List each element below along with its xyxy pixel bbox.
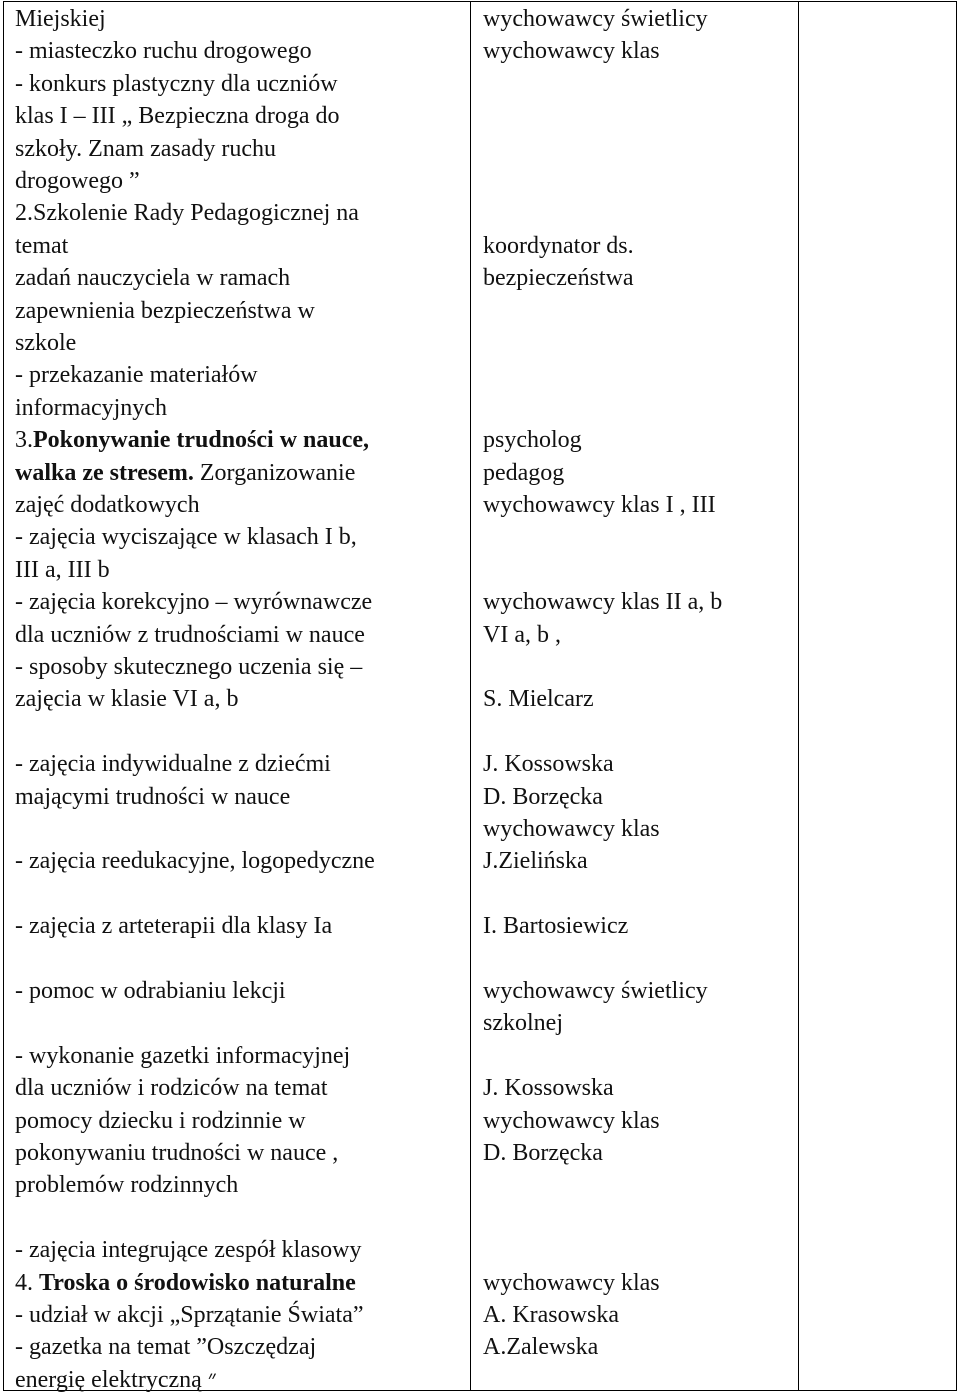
column-divider-2 [798,1,799,1391]
responsible-line: I. Bartosiewicz [483,913,629,940]
section-title: Troska o środowisko naturalne [39,1269,356,1296]
activity-line: - zajęcia integrujące zespół klasowy [15,1237,362,1264]
section-title: Pokonywanie trudności w nauce, [33,427,370,454]
activity-line: pokonywaniu trudności w nauce , [15,1140,339,1166]
responsible-line: D. Borzęcka [483,1140,603,1166]
responsible-line: S. Mielcarz [483,686,594,713]
activity-line: zajęć dodatkowych [15,492,200,518]
activity-line: - miasteczko ruchu drogowego [15,38,312,65]
column-divider-1 [470,1,471,1391]
activity-line: drogowego ” [15,168,140,194]
responsible-line: A.Zalewska [483,1334,599,1361]
activity-line: - gazetka na temat ”Oszczędzaj [15,1334,317,1361]
responsible-line: D. Borzęcka [483,783,603,810]
activity-line: - sposoby skutecznego uczenia się – [15,654,363,680]
activity-line: dla uczniów i rodziców na temat [15,1075,328,1102]
responsible-line: psycholog [483,427,582,454]
activity-line: szkoły. Znam zasady ruchu [15,135,277,162]
activity-line: Miejskiej [15,6,106,32]
responsible-line: VI a, b , [483,621,561,648]
activity-line: III a, III b [15,556,110,583]
responsible-line: J. Kossowska [483,751,614,778]
responsible-line: wychowawcy klas I , III [483,492,716,518]
activity-line: - konkurs plastyczny dla uczniów [15,70,338,97]
responsible-line: wychowawcy świetlicy [483,978,708,1004]
activity-line: klas I – III „ Bezpieczna droga do [15,103,340,130]
activity-line: pomocy dziecku i rodzinnie w [15,1107,306,1134]
responsible-line: wychowawcy klas [483,816,660,842]
activity-line: - zajęcia indywidualne z dziećmi [15,751,331,778]
activity-line: problemów rodzinnych [15,1172,239,1199]
activity-line: temat [15,232,69,259]
activity-line: - zajęcia wyciszające w klasach I b, [15,524,357,551]
section-heading-4 [15,1267,356,1299]
activity-line: - zajęcia korekcyjno – wyrównawcze [15,589,373,616]
responsible-line: bezpieczeństwa [483,265,634,292]
activity-line: - przekazanie materiałów [15,362,258,389]
responsible-line: wychowawcy klas [483,38,660,65]
activity-line: - zajęcia z arteterapii dla klasy Ia [15,913,333,940]
responsible-line: J. Kossowska [483,1075,614,1102]
activity-line: - udział w akcji „Sprzątanie Świata” [15,1302,364,1328]
responsible-line: koordynator ds. [483,232,634,259]
responsible-line: wychowawcy klas II a, b [483,589,723,616]
activity-line: - wykonanie gazetki informacyjnej [15,1042,351,1069]
activity-line: - pomoc w odrabianiu lekcji [15,978,286,1004]
responsible-line: wychowawcy klas [483,1107,660,1134]
activity-line: zajęcia w klasie VI a, b [15,686,239,713]
activity-line: 2.Szkolenie Rady Pedagogicznej na [15,200,359,227]
section-number: 4. [15,1269,39,1296]
activity-line: zadań nauczyciela w ramach [15,265,291,292]
activity-line: szkole [15,330,77,356]
section-title-cont: walka ze stresem. [15,459,194,486]
responsible-line: pedagog [483,459,565,486]
section-number: 3. [15,427,33,454]
responsible-line: A. Krasowska [483,1302,619,1328]
responsible-line: wychowawcy klas [483,1269,660,1296]
activity-line: dla uczniów z trudnościami w nauce [15,621,365,648]
responsible-line: J.Zielińska [483,848,588,875]
activity-line: mającymi trudności w nauce [15,783,291,810]
responsible-line: szkolnej [483,1010,563,1037]
activity-text: Zorganizowanie [193,459,356,486]
activity-line [15,457,355,489]
activity-line: - zajęcia reedukacyjne, logopedyczne [15,848,375,875]
activity-line: energię elektryczną ״ [15,1366,217,1393]
responsible-line: wychowawcy świetlicy [483,6,708,32]
activity-line: zapewnienia bezpieczeństwa w [15,297,315,324]
section-heading-3 [15,424,369,456]
activity-line: informacyjnych [15,394,167,421]
